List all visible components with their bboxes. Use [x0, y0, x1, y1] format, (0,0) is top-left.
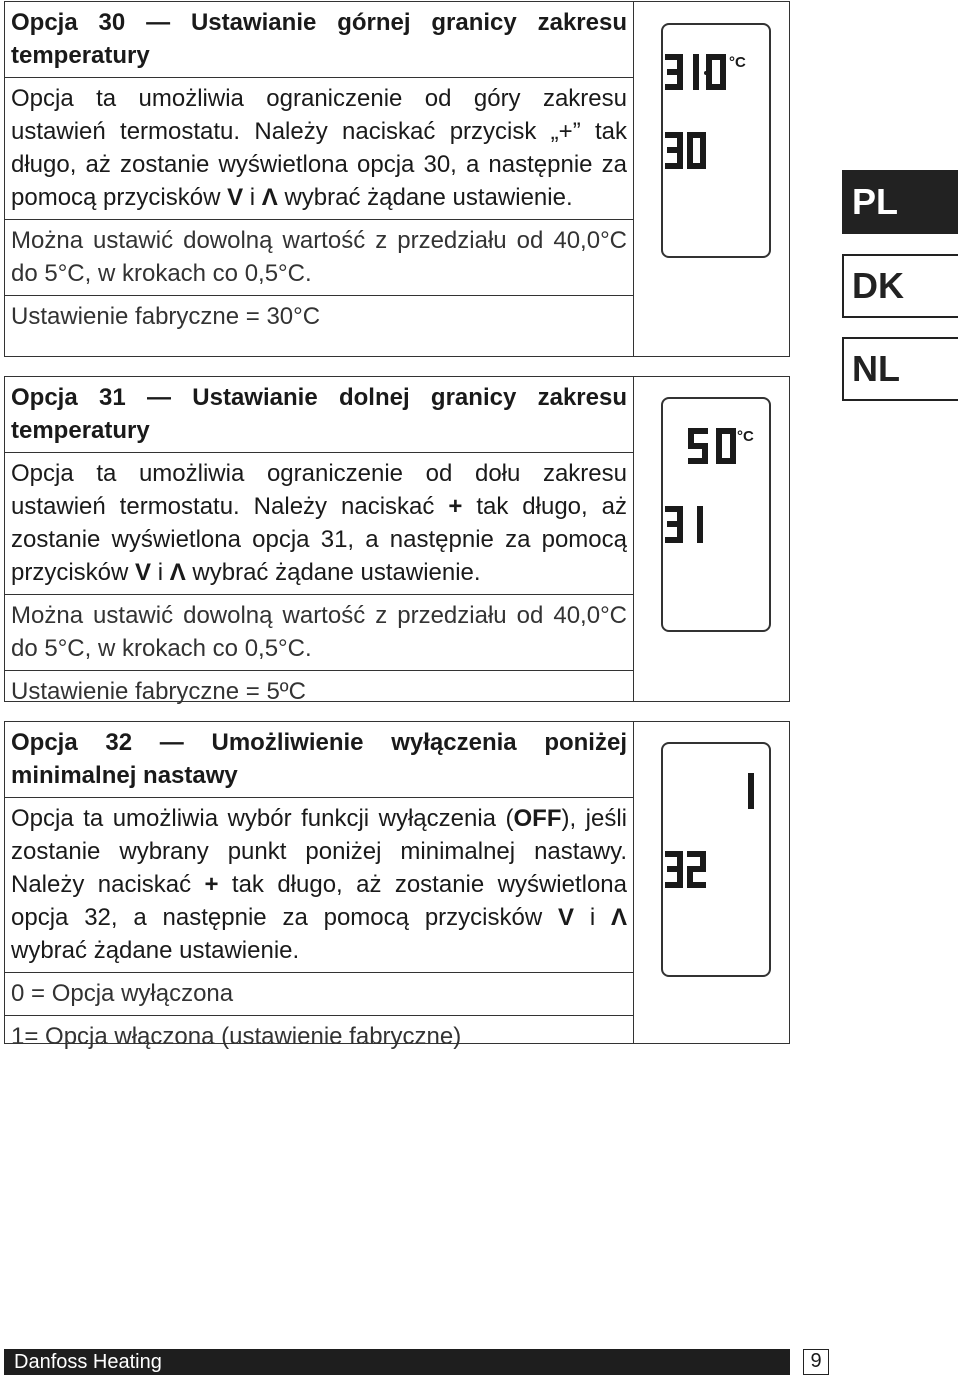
lcd-option-code — [668, 854, 703, 885]
option-32-section — [4, 721, 790, 1050]
lcd-option-code — [668, 135, 703, 166]
option-30-section — [4, 1, 790, 357]
option-32-on: 1= Opcja włączona (ustawienie fabryczne) — [11, 1023, 462, 1050]
option-31-factory-setting: Ustawienie fabryczne = 5ºC — [11, 678, 306, 705]
language-tab-pl[interactable]: PL — [842, 170, 958, 234]
language-tab-nl[interactable]: NL — [842, 337, 958, 401]
page-number: 9 — [803, 1349, 829, 1375]
option-32-description: Opcja ta umożliwia wybór funkcji wyłączenia (OFF), jeśli zostanie wybrany punkt poniżej minimalnej nastawy. Należy naciskać + tak długo, aż zostanie wyświetlona opcja 32, a następnie za pomocą przycisków V i Λ wybrać żądane ustawienie. — [5, 798, 633, 973]
option-30-range: Można ustawić dowolną wartość z przedziału od 40,0°C do 5°C, w krokach co 0,5°C. — [5, 220, 633, 296]
option-31-section — [4, 376, 790, 705]
thermostat-display — [661, 23, 771, 258]
lcd-unit: °C — [737, 428, 754, 445]
option-31-text — [5, 377, 634, 705]
footer-brand-bar: Danfoss Heating — [4, 1349, 790, 1375]
option-30-text — [5, 2, 634, 356]
option-32-title: Opcja 32 — Umożliwienie wyłączenia poniżej minimalnej nastawy — [5, 722, 633, 798]
option-32-image-cell — [634, 722, 789, 1043]
option-30-description: Opcja ta umożliwia ograniczenie od góry zakresu ustawień termostatu. Należy naciskać przycisk „+” tak długo, aż zostanie wyświetlona opcja 30, a następnie za pomocą przycisków V i Λ wybrać żądane ustawienie. — [5, 78, 633, 220]
lcd-readout — [663, 399, 769, 630]
lcd-readout — [663, 744, 769, 975]
lcd-readout — [663, 25, 769, 256]
option-32-text — [5, 722, 634, 1050]
thermostat-display — [661, 742, 771, 977]
option-31-image-cell — [634, 377, 789, 701]
option-31-description: Opcja ta umożliwia ograniczenie od dołu zakresu ustawień termostatu. Należy naciskać + tak długo, aż zostanie wyświetlona opcja 31, a następnie za pomocą przycisków V i Λ wybrać żądane ustawienie. — [5, 453, 633, 595]
lcd-option-code — [668, 509, 700, 540]
option-31-range: Można ustawić dowolną wartość z przedziału od 40,0°C do 5°C, w krokach co 0,5°C. — [5, 595, 633, 671]
language-tab-dk[interactable]: DK — [842, 254, 958, 318]
option-30-title: Opcja 30 — Ustawianie górnej granicy zakresu temperatury — [5, 2, 633, 78]
option-30-image-cell — [634, 2, 789, 356]
lcd-decimal-point — [704, 71, 708, 75]
lcd-top-value — [691, 431, 733, 461]
thermostat-display — [661, 397, 771, 632]
option-31-title: Opcja 31 — Ustawianie dolnej granicy zakresu temperatury — [5, 377, 633, 453]
lcd-unit: °C — [729, 54, 746, 71]
lcd-top-value — [668, 57, 723, 87]
option-30-factory-setting: Ustawienie fabryczne = 30°C — [11, 303, 321, 330]
option-32-off: 0 = Opcja wyłączona — [5, 973, 633, 1016]
